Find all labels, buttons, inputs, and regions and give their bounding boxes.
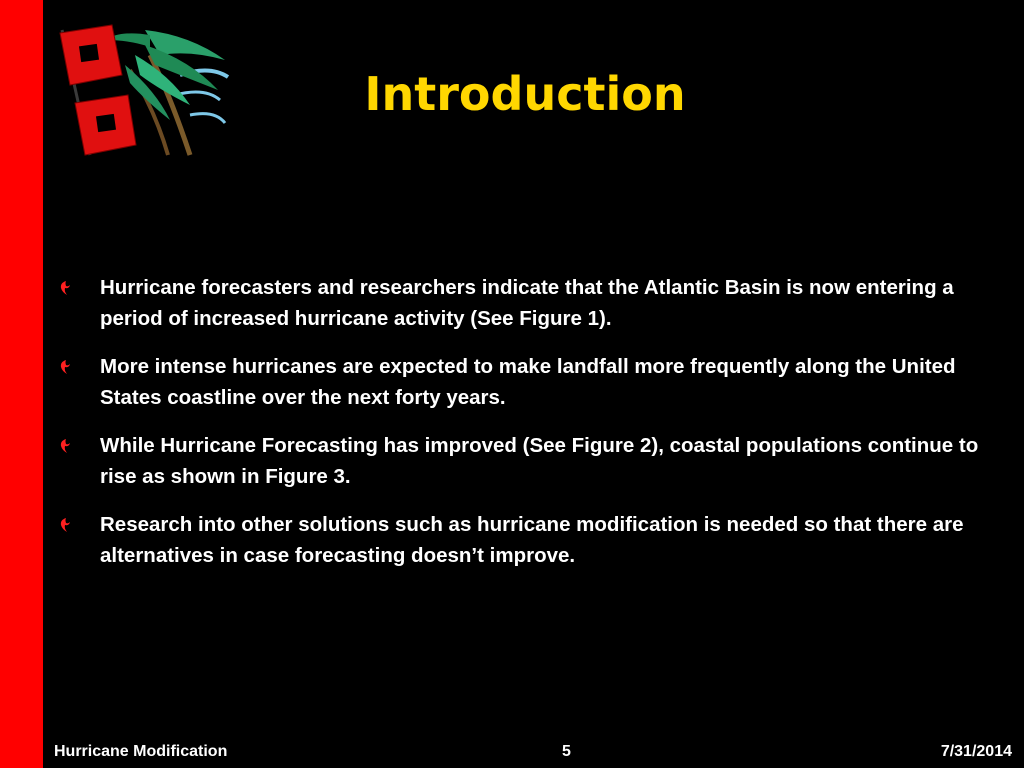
hurricane-symbol-icon <box>58 359 72 375</box>
bullet-item <box>58 509 993 571</box>
bullet-text: While Hurricane Forecasting has improved (See Figure 2), coastal populations continue to rise as shown in Figure 3. <box>100 434 979 488</box>
hurricane-symbol-icon <box>58 517 72 533</box>
footer-slide-number: 5 <box>562 743 571 760</box>
bullet-text: Research into other solutions such as hurricane modification is needed so that there are alternatives in case forecasting doesn’t improve. <box>100 513 964 567</box>
hurricane-symbol-icon <box>58 280 72 296</box>
bullet-list <box>58 272 993 588</box>
red-side-bar <box>0 0 43 768</box>
footer-presentation-title: Hurricane Modification <box>54 743 228 760</box>
hurricane-symbol-icon <box>58 438 72 454</box>
bullet-item <box>58 351 993 413</box>
footer-date: 7/31/2014 <box>940 743 1012 760</box>
slide-title: Introduction <box>364 67 686 121</box>
bullet-text: Hurricane forecasters and researchers indicate that the Atlantic Basin is now entering a period of increased hurricane activity (See Figure 1). <box>100 276 954 330</box>
hurricane-warning-flags-palm-trees-icon <box>50 15 235 160</box>
bullet-item <box>58 272 993 334</box>
bullet-item <box>58 430 993 492</box>
bullet-text: More intense hurricanes are expected to make landfall more frequently along the United States coastline over the next forty years. <box>100 355 956 409</box>
